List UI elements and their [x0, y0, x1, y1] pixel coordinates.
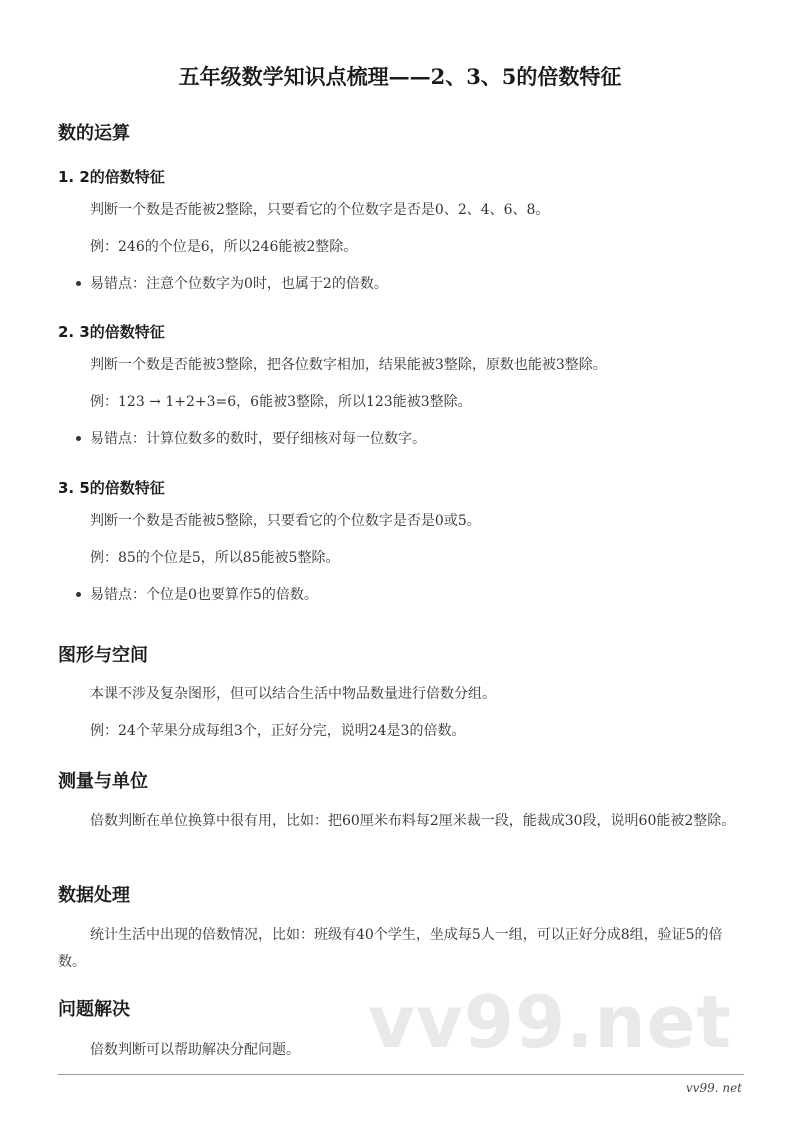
section-heading-geometry: 图形与空间	[58, 645, 148, 666]
rule-text-multiples-of-2: 判断一个数是否能被2整除，只要看它的个位数字是否是0、2、4、6、8。	[90, 202, 550, 218]
page-title: 五年级数学知识点梳理——2、3、5的倍数特征	[178, 64, 622, 89]
tip-text-multiples-of-3: 易错点：计算位数多的数时，要仔细核对每一位数字。	[90, 431, 426, 447]
tip-text-multiples-of-2: 易错点：注意个位数字为0时，也属于2的倍数。	[90, 276, 388, 292]
section-heading-data: 数据处理	[58, 885, 130, 906]
example-text-multiples-of-3: 例：123 → 1+2+3=6，6能被3整除，所以123能被3整除。	[90, 394, 472, 410]
bullet-dot-icon	[76, 281, 81, 286]
bullet-dot-icon	[76, 592, 81, 597]
section-heading-problem-solving: 问题解决	[58, 999, 130, 1020]
tip-item-multiples-of-5	[76, 585, 318, 605]
rule-text-multiples-of-3: 判断一个数是否能被3整除，把各位数字相加，结果能被3整除，原数也能被3整除。	[90, 357, 607, 373]
measurement-text: 倍数判断在单位换算中很有用，比如：把60厘米布料每2厘米裁一段，能裁成30段，说明60能被2整除。	[90, 813, 736, 829]
data-text: 统计生活中出现的倍数情况，比如：班级有40个学生，坐成每5人一组，可以正好分成8组，验证5的倍数。	[58, 927, 723, 970]
tip-item-multiples-of-2	[76, 274, 388, 294]
subsection-heading-multiples-of-3: 2. 3的倍数特征	[58, 323, 165, 341]
geometry-example: 例：24个苹果分成每组3个，正好分完，说明24是3的倍数。	[90, 723, 466, 739]
watermark: vv99.net	[368, 980, 732, 1064]
geometry-text: 本课不涉及复杂图形，但可以结合生活中物品数量进行倍数分组。	[90, 686, 496, 702]
example-text-multiples-of-2: 例：246的个位是6，所以246能被2整除。	[90, 239, 358, 255]
rule-text-multiples-of-5: 判断一个数是否能被5整除，只要看它的个位数字是否是0或5。	[90, 513, 481, 529]
section-heading-arithmetic: 数的运算	[58, 123, 130, 144]
footer-source: vv99. net	[685, 1081, 742, 1095]
subsection-heading-multiples-of-2: 1. 2的倍数特征	[58, 168, 165, 186]
problem-solving-text: 倍数判断可以帮助解决分配问题。	[90, 1042, 300, 1058]
example-text-multiples-of-5: 例：85的个位是5，所以85能被5整除。	[90, 550, 340, 566]
tip-text-multiples-of-5: 易错点：个位是0也要算作5的倍数。	[90, 587, 318, 603]
subsection-heading-multiples-of-5: 3. 5的倍数特征	[58, 479, 165, 497]
footer-divider	[58, 1074, 744, 1075]
tip-item-multiples-of-3	[76, 429, 426, 449]
section-heading-measurement: 测量与单位	[58, 771, 148, 792]
bullet-dot-icon	[76, 436, 81, 441]
